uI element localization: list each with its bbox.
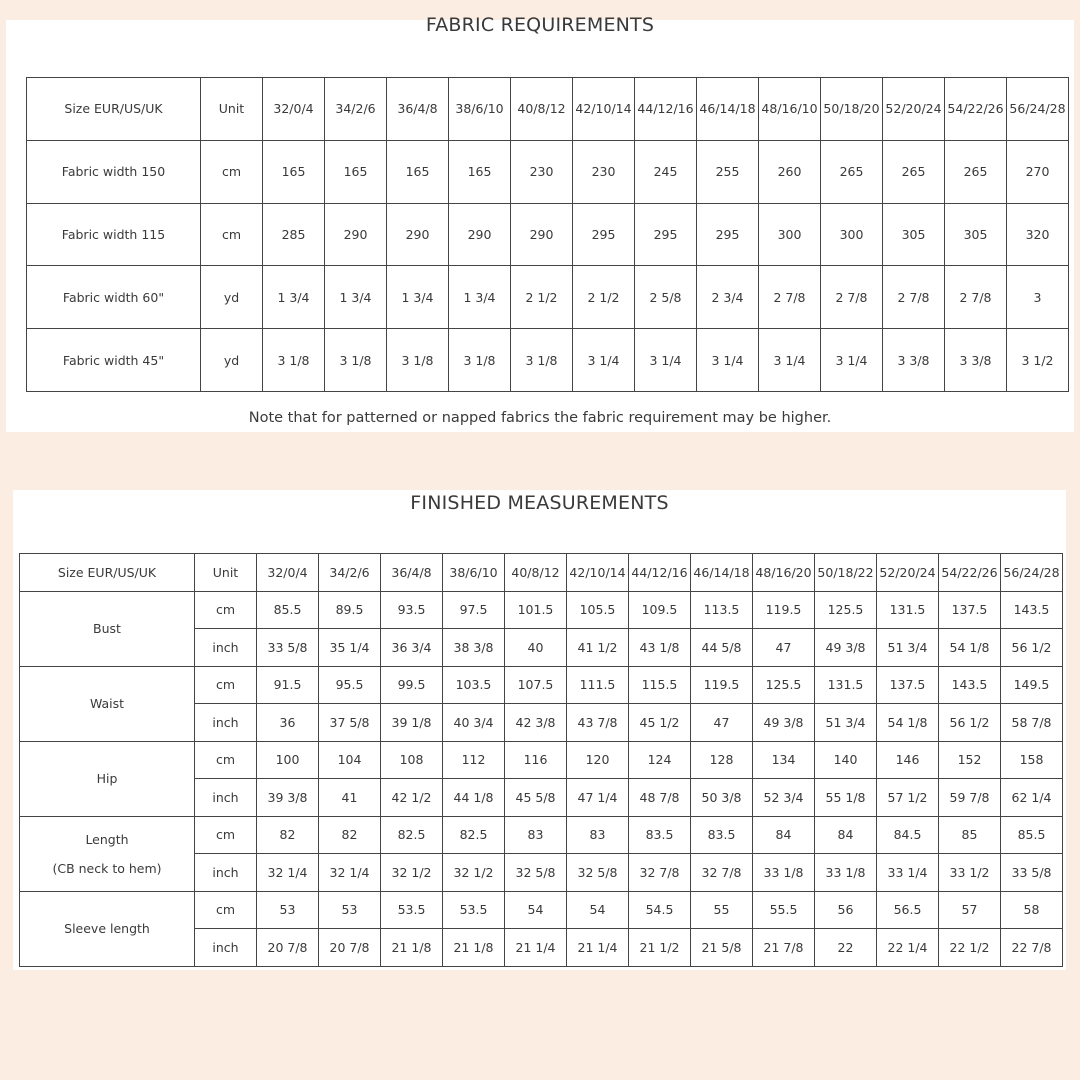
value-cell: 54.5 bbox=[629, 891, 691, 929]
value-cell: 1 3/4 bbox=[387, 266, 449, 329]
value-cell: 3 1/4 bbox=[821, 329, 883, 392]
value-cell: 2 5/8 bbox=[635, 266, 697, 329]
value-cell: 38 3/8 bbox=[443, 629, 505, 667]
header-cell: 52/20/24 bbox=[877, 554, 939, 592]
unit-cell: cm bbox=[195, 891, 257, 929]
value-cell: 116 bbox=[505, 741, 567, 779]
value-cell: 21 1/4 bbox=[505, 929, 567, 967]
value-cell: 56 1/2 bbox=[1001, 629, 1063, 667]
unit-cell: inch bbox=[195, 704, 257, 742]
value-cell: 165 bbox=[449, 140, 511, 203]
value-cell: 265 bbox=[821, 140, 883, 203]
fabric-requirements-table bbox=[26, 77, 1069, 392]
fabric-requirements-title: FABRIC REQUIREMENTS bbox=[425, 14, 655, 36]
value-cell: 44 5/8 bbox=[691, 629, 753, 667]
value-cell: 115.5 bbox=[629, 666, 691, 704]
value-cell: 152 bbox=[939, 741, 1001, 779]
value-cell: 32 7/8 bbox=[691, 854, 753, 892]
table-row bbox=[20, 591, 1063, 629]
table-row bbox=[20, 816, 1063, 854]
table-header-row bbox=[20, 554, 1063, 592]
header-cell: Unit bbox=[195, 554, 257, 592]
header-cell: 54/22/26 bbox=[945, 78, 1007, 141]
value-cell: 49 3/8 bbox=[815, 629, 877, 667]
value-cell: 82.5 bbox=[443, 816, 505, 854]
value-cell: 36 3/4 bbox=[381, 629, 443, 667]
value-cell: 290 bbox=[449, 203, 511, 266]
unit-cell: cm bbox=[195, 741, 257, 779]
value-cell: 143.5 bbox=[939, 666, 1001, 704]
value-cell: 113.5 bbox=[691, 591, 753, 629]
value-cell: 20 7/8 bbox=[319, 929, 381, 967]
value-cell: 2 3/4 bbox=[697, 266, 759, 329]
measurement-label bbox=[20, 891, 195, 966]
value-cell: 165 bbox=[325, 140, 387, 203]
value-cell: 101.5 bbox=[505, 591, 567, 629]
header-cell: 54/22/26 bbox=[939, 554, 1001, 592]
value-cell: 3 1/4 bbox=[573, 329, 635, 392]
value-cell: 295 bbox=[635, 203, 697, 266]
header-cell: 50/18/20 bbox=[821, 78, 883, 141]
header-cell: 42/10/14 bbox=[573, 78, 635, 141]
value-cell: 146 bbox=[877, 741, 939, 779]
value-cell: 265 bbox=[883, 140, 945, 203]
value-cell: 54 1/8 bbox=[877, 704, 939, 742]
value-cell: 84 bbox=[815, 816, 877, 854]
value-cell: 53.5 bbox=[443, 891, 505, 929]
value-cell: 40 bbox=[505, 629, 567, 667]
value-cell: 290 bbox=[387, 203, 449, 266]
measurement-name: Length bbox=[85, 831, 129, 847]
value-cell: 111.5 bbox=[567, 666, 629, 704]
value-cell: 295 bbox=[697, 203, 759, 266]
unit-cell: cm bbox=[195, 591, 257, 629]
measurement-name: Bust bbox=[93, 621, 121, 636]
value-cell: 99.5 bbox=[381, 666, 443, 704]
header-cell: 46/14/18 bbox=[697, 78, 759, 141]
value-cell: 3 bbox=[1007, 266, 1069, 329]
value-cell: 22 7/8 bbox=[1001, 929, 1063, 967]
table-row bbox=[27, 329, 1069, 392]
value-cell: 3 1/4 bbox=[635, 329, 697, 392]
unit-cell: inch bbox=[195, 929, 257, 967]
header-cell: 38/6/10 bbox=[443, 554, 505, 592]
value-cell: 56 bbox=[815, 891, 877, 929]
value-cell: 39 1/8 bbox=[381, 704, 443, 742]
value-cell: 33 1/8 bbox=[815, 854, 877, 892]
value-cell: 83 bbox=[567, 816, 629, 854]
value-cell: 84.5 bbox=[877, 816, 939, 854]
value-cell: 112 bbox=[443, 741, 505, 779]
value-cell: 41 bbox=[319, 779, 381, 817]
table-row bbox=[27, 203, 1069, 266]
value-cell: 42 3/8 bbox=[505, 704, 567, 742]
value-cell: 305 bbox=[945, 203, 1007, 266]
measurement-name: Hip bbox=[96, 771, 118, 786]
value-cell: 52 3/4 bbox=[753, 779, 815, 817]
unit-cell: yd bbox=[201, 329, 263, 392]
measurement-name: Sleeve length bbox=[64, 921, 150, 936]
value-cell: 22 1/2 bbox=[939, 929, 1001, 967]
value-cell: 40 3/4 bbox=[443, 704, 505, 742]
value-cell: 32 1/2 bbox=[443, 854, 505, 892]
header-cell: 40/8/12 bbox=[505, 554, 567, 592]
unit-cell: inch bbox=[195, 629, 257, 667]
value-cell: 320 bbox=[1007, 203, 1069, 266]
value-cell: 3 1/4 bbox=[759, 329, 821, 392]
header-cell: 36/4/8 bbox=[387, 78, 449, 141]
value-cell: 53.5 bbox=[381, 891, 443, 929]
finished-measurements-table bbox=[19, 553, 1063, 967]
value-cell: 1 3/4 bbox=[449, 266, 511, 329]
unit-cell: cm bbox=[201, 140, 263, 203]
value-cell: 104 bbox=[319, 741, 381, 779]
value-cell: 57 1/2 bbox=[877, 779, 939, 817]
value-cell: 3 3/8 bbox=[883, 329, 945, 392]
value-cell: 285 bbox=[263, 203, 325, 266]
row-label: Fabric width 150 bbox=[27, 140, 201, 203]
value-cell: 39 3/8 bbox=[257, 779, 319, 817]
table-row bbox=[27, 140, 1069, 203]
value-cell: 32 1/4 bbox=[319, 854, 381, 892]
value-cell: 105.5 bbox=[567, 591, 629, 629]
value-cell: 97.5 bbox=[443, 591, 505, 629]
value-cell: 2 7/8 bbox=[883, 266, 945, 329]
header-cell: 44/12/16 bbox=[629, 554, 691, 592]
value-cell: 21 7/8 bbox=[753, 929, 815, 967]
value-cell: 56.5 bbox=[877, 891, 939, 929]
value-cell: 43 1/8 bbox=[629, 629, 691, 667]
value-cell: 55.5 bbox=[753, 891, 815, 929]
value-cell: 58 7/8 bbox=[1001, 704, 1063, 742]
unit-cell: cm bbox=[201, 203, 263, 266]
value-cell: 131.5 bbox=[815, 666, 877, 704]
value-cell: 137.5 bbox=[877, 666, 939, 704]
value-cell: 33 1/8 bbox=[753, 854, 815, 892]
value-cell: 21 1/4 bbox=[567, 929, 629, 967]
measurement-name: Waist bbox=[89, 696, 125, 711]
unit-cell: yd bbox=[201, 266, 263, 329]
value-cell: 59 7/8 bbox=[939, 779, 1001, 817]
header-cell: Unit bbox=[201, 78, 263, 141]
finished-measurements-panel bbox=[13, 490, 1066, 970]
measurement-label bbox=[20, 666, 195, 741]
value-cell: 33 5/8 bbox=[1001, 854, 1063, 892]
table-header-row bbox=[27, 78, 1069, 141]
value-cell: 108 bbox=[381, 741, 443, 779]
value-cell: 22 1/4 bbox=[877, 929, 939, 967]
value-cell: 109.5 bbox=[629, 591, 691, 629]
value-cell: 54 1/8 bbox=[939, 629, 1001, 667]
value-cell: 120 bbox=[567, 741, 629, 779]
value-cell: 128 bbox=[691, 741, 753, 779]
header-cell: 34/2/6 bbox=[319, 554, 381, 592]
value-cell: 47 1/4 bbox=[567, 779, 629, 817]
value-cell: 2 1/2 bbox=[573, 266, 635, 329]
measurement-label bbox=[20, 741, 195, 816]
value-cell: 3 3/8 bbox=[945, 329, 1007, 392]
value-cell: 131.5 bbox=[877, 591, 939, 629]
value-cell: 230 bbox=[573, 140, 635, 203]
value-cell: 1 3/4 bbox=[325, 266, 387, 329]
value-cell: 143.5 bbox=[1001, 591, 1063, 629]
header-cell: 40/8/12 bbox=[511, 78, 573, 141]
value-cell: 53 bbox=[319, 891, 381, 929]
header-cell: 42/10/14 bbox=[567, 554, 629, 592]
value-cell: 32 5/8 bbox=[567, 854, 629, 892]
header-cell: 56/24/28 bbox=[1007, 78, 1069, 141]
table-row bbox=[20, 891, 1063, 929]
measurement-label bbox=[20, 816, 195, 891]
value-cell: 82.5 bbox=[381, 816, 443, 854]
value-cell: 1 3/4 bbox=[263, 266, 325, 329]
value-cell: 95.5 bbox=[319, 666, 381, 704]
value-cell: 305 bbox=[883, 203, 945, 266]
value-cell: 165 bbox=[263, 140, 325, 203]
finished-measurements-title: FINISHED MEASUREMENTS bbox=[410, 492, 669, 514]
value-cell: 45 1/2 bbox=[629, 704, 691, 742]
value-cell: 84 bbox=[753, 816, 815, 854]
value-cell: 300 bbox=[759, 203, 821, 266]
value-cell: 50 3/8 bbox=[691, 779, 753, 817]
header-cell: 38/6/10 bbox=[449, 78, 511, 141]
value-cell: 93.5 bbox=[381, 591, 443, 629]
value-cell: 54 bbox=[505, 891, 567, 929]
header-cell: 36/4/8 bbox=[381, 554, 443, 592]
value-cell: 54 bbox=[567, 891, 629, 929]
value-cell: 35 1/4 bbox=[319, 629, 381, 667]
header-cell: 50/18/22 bbox=[815, 554, 877, 592]
value-cell: 134 bbox=[753, 741, 815, 779]
value-cell: 245 bbox=[635, 140, 697, 203]
value-cell: 47 bbox=[691, 704, 753, 742]
value-cell: 3 1/8 bbox=[387, 329, 449, 392]
value-cell: 290 bbox=[325, 203, 387, 266]
value-cell: 2 7/8 bbox=[759, 266, 821, 329]
fabric-requirements-panel bbox=[6, 14, 1074, 432]
value-cell: 3 1/4 bbox=[697, 329, 759, 392]
value-cell: 53 bbox=[257, 891, 319, 929]
value-cell: 149.5 bbox=[1001, 666, 1063, 704]
value-cell: 82 bbox=[319, 816, 381, 854]
value-cell: 62 1/4 bbox=[1001, 779, 1063, 817]
value-cell: 33 5/8 bbox=[257, 629, 319, 667]
header-cell: 32/0/4 bbox=[263, 78, 325, 141]
value-cell: 20 7/8 bbox=[257, 929, 319, 967]
value-cell: 56 1/2 bbox=[939, 704, 1001, 742]
value-cell: 32 1/2 bbox=[381, 854, 443, 892]
value-cell: 45 5/8 bbox=[505, 779, 567, 817]
row-label: Fabric width 45" bbox=[27, 329, 201, 392]
value-cell: 36 bbox=[257, 704, 319, 742]
header-cell: 56/24/28 bbox=[1001, 554, 1063, 592]
value-cell: 230 bbox=[511, 140, 573, 203]
value-cell: 58 bbox=[1001, 891, 1063, 929]
value-cell: 265 bbox=[945, 140, 1007, 203]
header-cell: 32/0/4 bbox=[257, 554, 319, 592]
value-cell: 140 bbox=[815, 741, 877, 779]
table-row bbox=[20, 741, 1063, 779]
value-cell: 55 bbox=[691, 891, 753, 929]
value-cell: 85.5 bbox=[257, 591, 319, 629]
fabric-note: Note that for patterned or napped fabrics the fabric requirement may be higher. bbox=[248, 410, 832, 426]
value-cell: 83 bbox=[505, 816, 567, 854]
value-cell: 51 3/4 bbox=[877, 629, 939, 667]
value-cell: 119.5 bbox=[753, 591, 815, 629]
value-cell: 21 5/8 bbox=[691, 929, 753, 967]
value-cell: 137.5 bbox=[939, 591, 1001, 629]
unit-cell: cm bbox=[195, 666, 257, 704]
value-cell: 37 5/8 bbox=[319, 704, 381, 742]
value-cell: 83.5 bbox=[629, 816, 691, 854]
value-cell: 51 3/4 bbox=[815, 704, 877, 742]
value-cell: 55 1/8 bbox=[815, 779, 877, 817]
value-cell: 290 bbox=[511, 203, 573, 266]
value-cell: 49 3/8 bbox=[753, 704, 815, 742]
value-cell: 300 bbox=[821, 203, 883, 266]
value-cell: 33 1/2 bbox=[939, 854, 1001, 892]
value-cell: 44 1/8 bbox=[443, 779, 505, 817]
value-cell: 2 7/8 bbox=[821, 266, 883, 329]
value-cell: 91.5 bbox=[257, 666, 319, 704]
value-cell: 48 7/8 bbox=[629, 779, 691, 817]
value-cell: 3 1/8 bbox=[511, 329, 573, 392]
value-cell: 260 bbox=[759, 140, 821, 203]
row-label: Fabric width 115 bbox=[27, 203, 201, 266]
value-cell: 107.5 bbox=[505, 666, 567, 704]
unit-cell: cm bbox=[195, 816, 257, 854]
value-cell: 85.5 bbox=[1001, 816, 1063, 854]
value-cell: 158 bbox=[1001, 741, 1063, 779]
value-cell: 3 1/8 bbox=[325, 329, 387, 392]
unit-cell: inch bbox=[195, 854, 257, 892]
measurement-sublabel: (CB neck to hem) bbox=[52, 860, 162, 876]
header-cell: 48/16/10 bbox=[759, 78, 821, 141]
value-cell: 270 bbox=[1007, 140, 1069, 203]
value-cell: 100 bbox=[257, 741, 319, 779]
table-row bbox=[20, 666, 1063, 704]
header-cell: Size EUR/US/UK bbox=[20, 554, 195, 592]
value-cell: 33 1/4 bbox=[877, 854, 939, 892]
value-cell: 57 bbox=[939, 891, 1001, 929]
value-cell: 22 bbox=[815, 929, 877, 967]
value-cell: 83.5 bbox=[691, 816, 753, 854]
value-cell: 47 bbox=[753, 629, 815, 667]
value-cell: 3 1/8 bbox=[263, 329, 325, 392]
value-cell: 85 bbox=[939, 816, 1001, 854]
value-cell: 21 1/2 bbox=[629, 929, 691, 967]
header-cell: 48/16/20 bbox=[753, 554, 815, 592]
unit-cell: inch bbox=[195, 779, 257, 817]
header-cell: 34/2/6 bbox=[325, 78, 387, 141]
header-cell: 44/12/16 bbox=[635, 78, 697, 141]
value-cell: 255 bbox=[697, 140, 759, 203]
value-cell: 21 1/8 bbox=[443, 929, 505, 967]
header-cell: Size EUR/US/UK bbox=[27, 78, 201, 141]
value-cell: 82 bbox=[257, 816, 319, 854]
value-cell: 103.5 bbox=[443, 666, 505, 704]
table-row bbox=[27, 266, 1069, 329]
row-label: Fabric width 60" bbox=[27, 266, 201, 329]
value-cell: 32 7/8 bbox=[629, 854, 691, 892]
value-cell: 89.5 bbox=[319, 591, 381, 629]
value-cell: 2 7/8 bbox=[945, 266, 1007, 329]
header-cell: 52/20/24 bbox=[883, 78, 945, 141]
value-cell: 119.5 bbox=[691, 666, 753, 704]
value-cell: 42 1/2 bbox=[381, 779, 443, 817]
value-cell: 43 7/8 bbox=[567, 704, 629, 742]
value-cell: 32 1/4 bbox=[257, 854, 319, 892]
value-cell: 124 bbox=[629, 741, 691, 779]
header-cell: 46/14/18 bbox=[691, 554, 753, 592]
value-cell: 3 1/8 bbox=[449, 329, 511, 392]
value-cell: 125.5 bbox=[815, 591, 877, 629]
value-cell: 3 1/2 bbox=[1007, 329, 1069, 392]
value-cell: 295 bbox=[573, 203, 635, 266]
value-cell: 21 1/8 bbox=[381, 929, 443, 967]
value-cell: 2 1/2 bbox=[511, 266, 573, 329]
value-cell: 165 bbox=[387, 140, 449, 203]
measurement-label bbox=[20, 591, 195, 666]
value-cell: 125.5 bbox=[753, 666, 815, 704]
value-cell: 32 5/8 bbox=[505, 854, 567, 892]
value-cell: 41 1/2 bbox=[567, 629, 629, 667]
